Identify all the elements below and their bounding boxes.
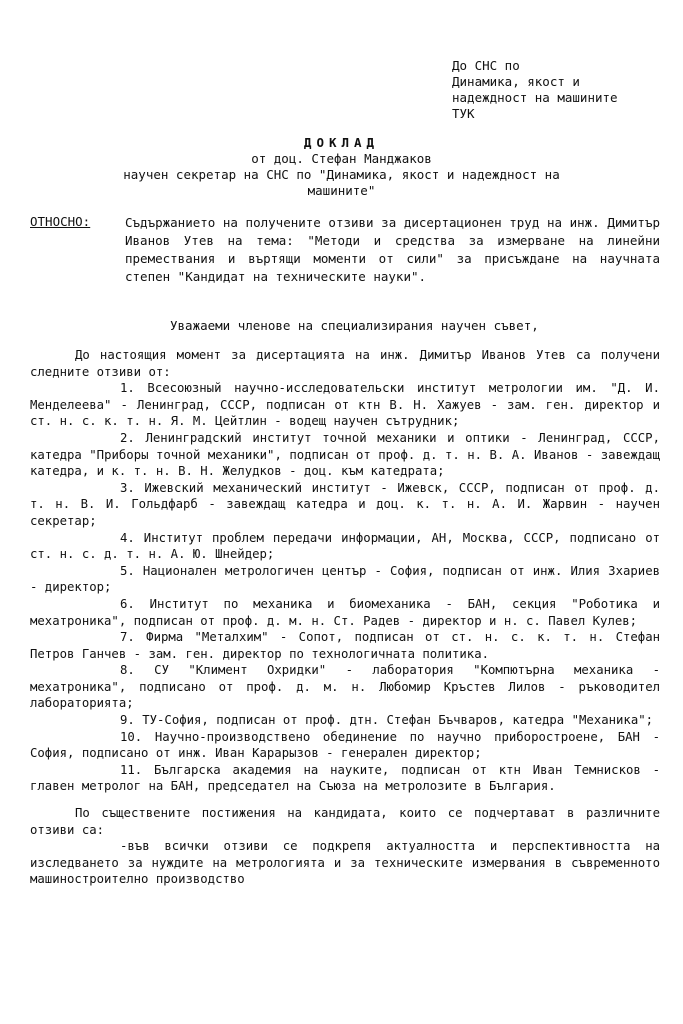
author-role-line-continued: машините" — [307, 183, 376, 198]
document-heading: ДОКЛАД — [303, 135, 380, 150]
addressee-line: Динамика, якост и — [452, 74, 580, 89]
review-item: 3. Ижевский механический институт - Ижевск, СССР, подписан от проф. д. т. н. В. И. Гольдфарб - завеждащ катедра и доц. к. т. н. А. И. Жарвин - научен секретар; — [30, 480, 660, 528]
review-item: 9. ТУ-София, подписан от проф. дтн. Стефан Бъчваров, катедра "Механика"; — [120, 713, 654, 728]
review-item: 2. Ленинградский институт точной механики и оптики - Ленинград, СССР, катедра "Приборы точной механики", подписан от проф. д. т. н. В. А. Иванов - завеждащ катедра, и к. т. н. В. Н. Желудков - доц. към катедрата; — [30, 430, 660, 479]
paragraph-spacer — [30, 795, 660, 805]
review-item: 11. Българска академия на науките, подписан от ктн Иван Темнисков - главен метролог на БАН, председател на Съюза на метролозите в България. — [30, 762, 660, 794]
review-item: 4. Институт проблем передачи информации, АН, Москва, СССР, подписано от ст. н. с. д. т. н. А. Ю. Шнейдер; — [30, 530, 660, 562]
addressee-line: надеждност на машините — [452, 90, 618, 105]
regarding-text: Съдържанието на получените отзиви за дисертационен труд на инж. Димитър Иванов Утев на тема: "Методи и средства за измерване на линейни премествания и въртящи моменти от сили" за присъждане на научната степен "Кандидат на техническите науки". — [125, 215, 660, 284]
document-body — [30, 347, 660, 888]
review-item: 8. СУ "Климент Охридки" - лаборатория "Компютърна механика - мехатроника", подписано от проф. д. м. н. Любомир Кръстев Лилов - ръководител лабораторията; — [30, 663, 660, 711]
addressee-line: До СНС по — [452, 58, 520, 73]
review-item: 5. Национален метрологичен център - София, подписан от инж. Илия Зхариев - директор; — [30, 563, 660, 595]
review-item: 10. Научно-производствено обединение по научно приборостроене, БАН - София, подписано от инж. Иван Карарызов - генерален директор; — [30, 729, 660, 761]
addressee-line: ТУК — [452, 106, 475, 121]
author-role-line: научен секретар на СНС по "Динамика, якост и надеждност на — [123, 167, 560, 182]
intro-paragraph: До настоящия момент за дисертацията на инж. Димитър Иванов Утев са получени следните отзиви от: — [30, 348, 660, 379]
conclusion-intro: По съществените постижения на кандидата, които се подчертават в различните отзиви са: — [30, 806, 660, 837]
addressee-block — [452, 58, 677, 122]
review-item: 6. Институт по механика и биомеханика - БАН, секция "Роботика и мехатроника", подписан от проф. д. м. н. Ст. Радев - директор и н. с. Павел Кулев; — [30, 596, 660, 628]
review-item: 1. Всесоюзный научно-исследовательски институт метрологии им. "Д. И. Менделеева" - Ленинград, СССР, подписан от ктн В. Н. Хажуев - зам. ген. директор и ст. н. с. к. т. н. Я. М. Цейтлин - водещ научен сътрудник; — [30, 381, 660, 429]
conclusion-point: -във всички отзиви се подкрепя актуалността и перспективността на изследването за нуждите на метрологията и за техническите измервания в съвременното машиностроително производство — [30, 839, 660, 887]
salutation: Уважаеми членове на специализирания научен съвет, — [170, 318, 539, 333]
review-item: 7. Фирма "Металхим" - Сопот, подписан от ст. н. с. к. т. н. Стефан Петров Ганчев - зам. ген. директор по технологичната политика. — [30, 630, 660, 661]
author-line: от доц. Стефан Манджаков — [251, 151, 432, 166]
regarding-label: ОТНОСНО: — [30, 214, 91, 229]
